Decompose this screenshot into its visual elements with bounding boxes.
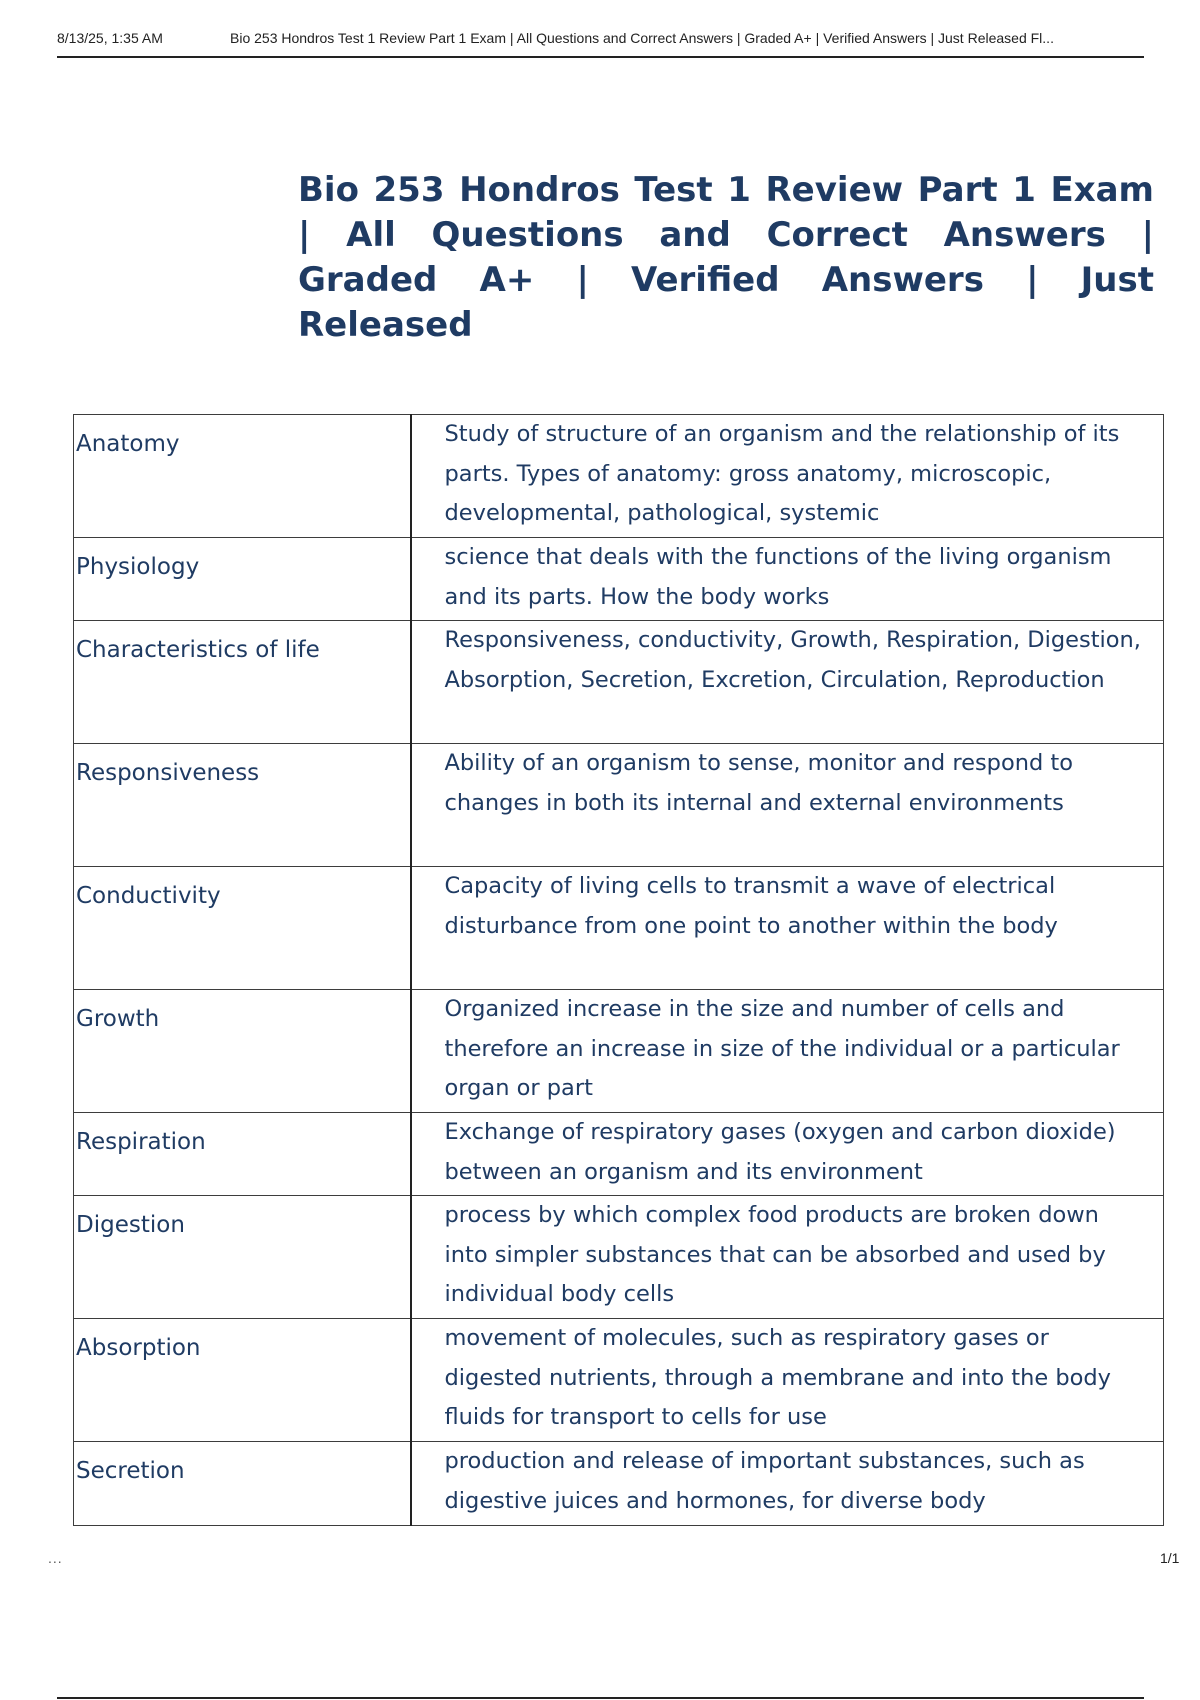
definition-cell: Exchange of respiratory gases (oxygen and carbon dioxide) between an organism and its environment — [411, 1113, 1164, 1196]
definition-cell: Capacity of living cells to transmit a wave of electrical disturbance from one point to another within the body — [411, 867, 1164, 990]
table-row — [74, 1196, 1164, 1319]
definition-cell: Responsiveness, conductivity, Growth, Respiration, Digestion, Absorption, Secretion, Excretion, Circulation, Reproduction — [411, 621, 1164, 744]
term-cell: Respiration — [74, 1113, 411, 1196]
definition-cell: Organized increase in the size and number of cells and therefore an increase in size of the individual or a particular organ or part — [411, 990, 1164, 1113]
table-row — [74, 1442, 1164, 1526]
page-title: Bio 253 Hondros Test 1 Review Part 1 Exam | All Questions and Correct Answers | Graded A+ | Verified Answers | Just Released — [298, 170, 1154, 345]
truncation-ellipsis: ... — [48, 1550, 63, 1566]
table-row — [74, 415, 1164, 538]
header-divider — [57, 56, 1144, 58]
term-cell: Physiology — [74, 538, 411, 621]
glossary-table — [73, 414, 1164, 1526]
term-cell: Responsiveness — [74, 744, 411, 867]
table-row — [74, 867, 1164, 990]
definition-cell: movement of molecules, such as respiratory gases or digested nutrients, through a membrane and into the body fluids for transport to cells for use — [411, 1319, 1164, 1442]
definition-cell: Ability of an organism to sense, monitor and respond to changes in both its internal and external environments — [411, 744, 1164, 867]
print-document-title: Bio 253 Hondros Test 1 Review Part 1 Exam | All Questions and Correct Answers | Graded A+ | Verified Answers | Just Released Fl... — [230, 30, 1054, 46]
print-timestamp: 8/13/25, 1:35 AM — [57, 30, 163, 46]
term-cell: Conductivity — [74, 867, 411, 990]
definition-cell: Study of structure of an organism and the relationship of its parts. Types of anatomy: gross anatomy, microscopic, developmental, pathological, systemic — [411, 415, 1164, 538]
definition-cell: production and release of important substances, such as digestive juices and hormones, for diverse body — [411, 1442, 1164, 1526]
definition-cell: science that deals with the functions of the living organism and its parts. How the body works — [411, 538, 1164, 621]
term-cell: Characteristics of life — [74, 621, 411, 744]
table-row — [74, 621, 1164, 744]
term-cell: Absorption — [74, 1319, 411, 1442]
table-row — [74, 1319, 1164, 1442]
definition-cell: process by which complex food products are broken down into simpler substances that can be absorbed and used by individual body cells — [411, 1196, 1164, 1319]
table-row — [74, 990, 1164, 1113]
term-cell: Digestion — [74, 1196, 411, 1319]
term-cell: Secretion — [74, 1442, 411, 1526]
print-header — [57, 26, 1144, 56]
table-row — [74, 1113, 1164, 1196]
term-cell: Anatomy — [74, 415, 411, 538]
table-row — [74, 538, 1164, 621]
term-cell: Growth — [74, 990, 411, 1113]
footer-divider — [57, 1697, 1144, 1699]
table-row — [74, 744, 1164, 867]
page-number: 1/1 — [1160, 1550, 1180, 1566]
